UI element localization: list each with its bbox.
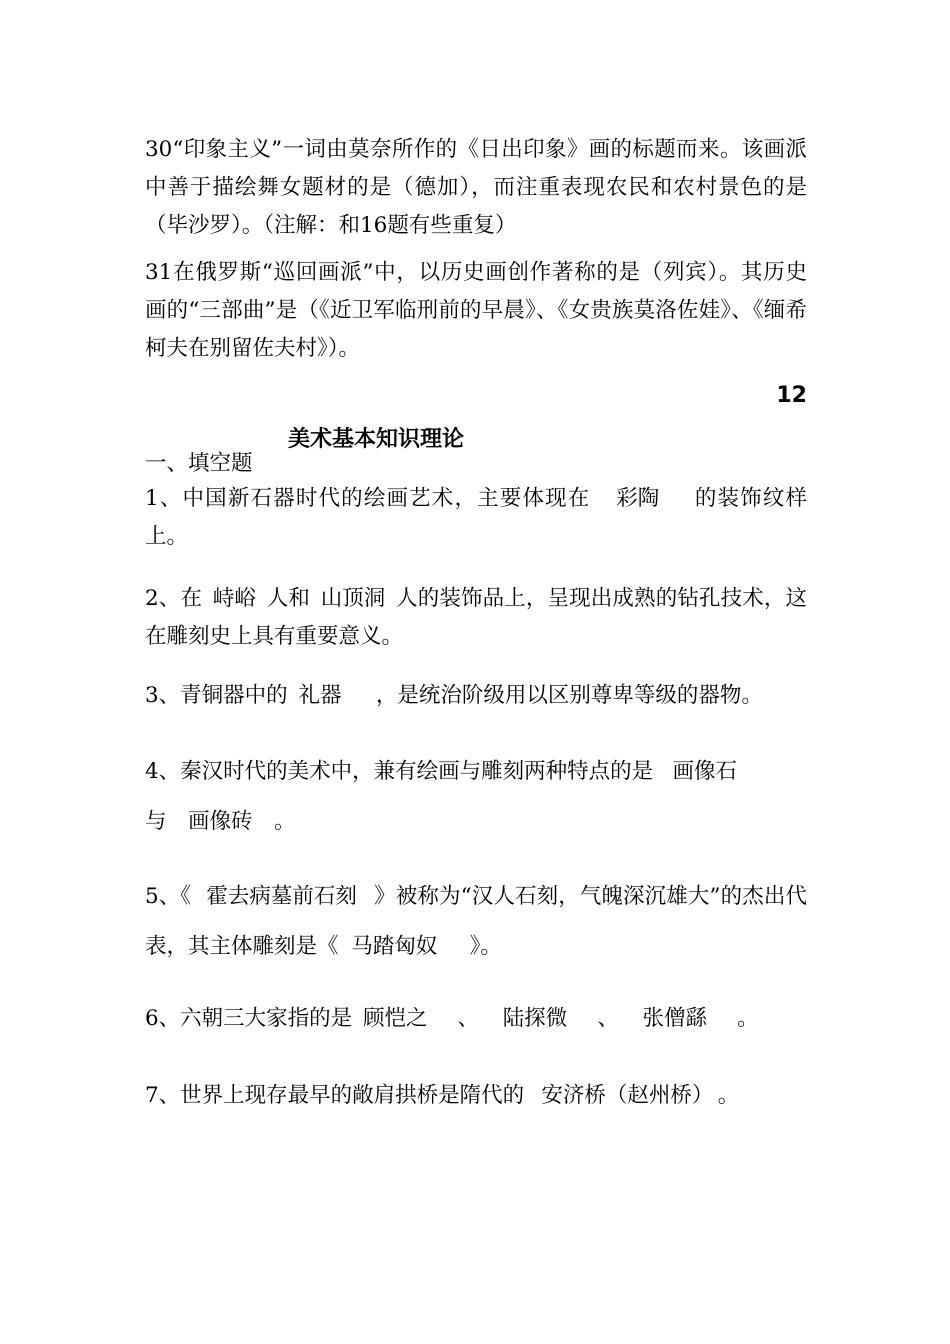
answer: 顾恺之 <box>362 1006 428 1031</box>
section-heading: 美术基本知识理论 <box>288 427 465 452</box>
question-text: 。 <box>274 809 296 834</box>
question-text: 。 <box>737 1006 759 1031</box>
question-text: 2、在 <box>145 586 203 611</box>
question-4-line-2 <box>145 807 825 837</box>
answer: 彩陶 <box>616 486 660 511</box>
answer: 安济桥（赵州桥） <box>541 1083 714 1108</box>
answer: 画像石 <box>672 759 738 784</box>
page-number: 12 <box>776 383 807 408</box>
answer: 霍去病墓前石刻 <box>206 884 357 909</box>
answer: 礼器 <box>298 683 342 708</box>
question-text: 、 <box>597 1006 619 1031</box>
paragraph-31: 31在俄罗斯“巡回画派”中，以历史画创作著称的是（列宾）。其历史画的“三部曲”是（《近卫军临刑前的早晨》、《女贵族莫洛佐娃》、《缅希柯夫在别留佐夫村》）。 <box>145 260 807 361</box>
question-text: 、 <box>457 1006 480 1031</box>
question-text: 的装饰纹样上。 <box>145 486 807 549</box>
question-4-line-1 <box>145 757 825 787</box>
question-text: 人和 <box>266 586 310 611</box>
answer: 画像砖 <box>188 809 253 834</box>
question-7 <box>145 1081 825 1111</box>
question-text: 人的装饰品上，呈现出成熟的钻孔技术，这在雕刻史上具有重要意义。 <box>145 586 807 649</box>
question-5 <box>145 872 807 972</box>
question-text: 5、《 <box>145 884 192 909</box>
question-text: 1、中国新石器时代的绘画艺术，主要体现在 <box>145 486 591 511</box>
question-text: 》被称为“汉人石刻，气魄深沉雄大”的杰出代表，其主体雕刻是《 <box>145 884 807 959</box>
question-2 <box>145 580 807 656</box>
question-text: 6、六朝三大家指的是 <box>145 1006 353 1031</box>
answer: 峙峪 <box>212 586 256 611</box>
answer: 张僧繇 <box>642 1006 707 1031</box>
question-text: 7、世界上现存最早的敞肩拱桥是隋代的 <box>145 1083 525 1108</box>
question-text: 》。 <box>469 934 502 959</box>
question-text: 4、秦汉时代的美术中，兼有绘画与雕刻两种特点的是 <box>145 759 654 784</box>
question-text: 。 <box>717 1083 740 1108</box>
question-text: ，是统治阶级用以区别尊卑等级的器物。 <box>375 683 763 708</box>
question-6 <box>145 1004 825 1034</box>
answer: 马踏匈奴 <box>351 934 438 959</box>
paragraph-30: 30“印象主义”一词由莫奈所作的《日出印象》画的标题而来。该画派中善于描绘舞女题材的是（德加），而注重表现农民和农村景色的是（毕沙罗）。（注解：和16题有些重复） <box>145 137 807 238</box>
answer: 陆探微 <box>502 1006 568 1031</box>
section-title: 一、填空题 <box>145 451 253 476</box>
question-text: 与 <box>145 809 167 834</box>
question-text: 3、青铜器中的 <box>145 683 288 708</box>
question-1 <box>145 480 807 556</box>
answer: 山顶洞 <box>320 586 386 611</box>
question-3 <box>145 681 825 711</box>
